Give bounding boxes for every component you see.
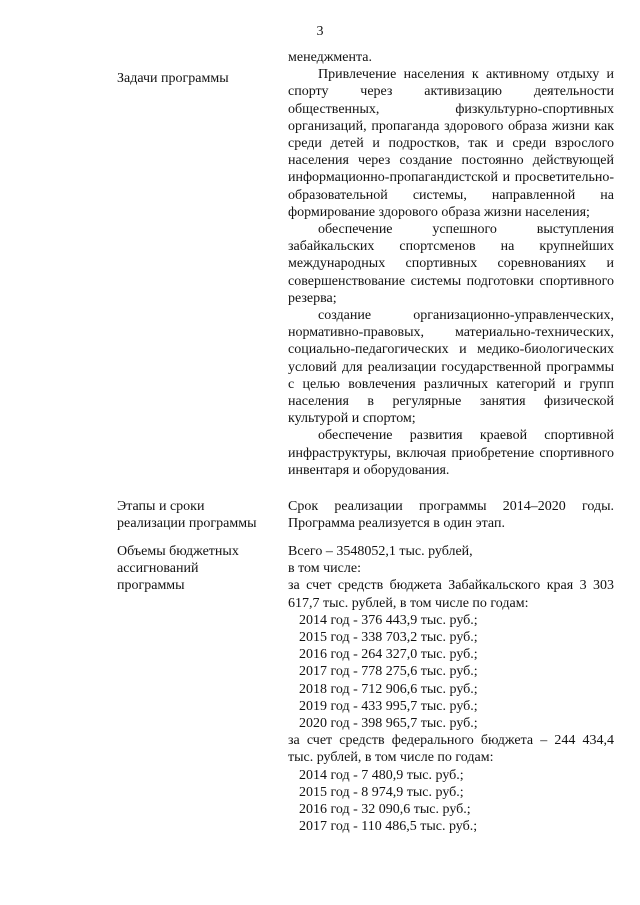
federal-year-2016: 2016 год - 32 090,6 тыс. руб.; [299, 802, 471, 818]
budget-regional-intro: за счет средств бюджета Забайкальского края 3 303 617,7 тыс. рублей, в том числе по годам: [288, 578, 614, 611]
regional-year-2015: 2015 год - 338 703,2 тыс. руб.; [299, 630, 478, 646]
tasks-label: Задачи программы [117, 71, 229, 86]
carry-over-text: менеджмента. [288, 50, 372, 65]
stages-text: Срок реализации программы 2014–2020 годы. Программа реализуется в один этап. [288, 499, 614, 532]
page-number: 3 [316, 24, 324, 39]
task-paragraph-2: обеспечение успешного выступления забайкальских спортсменов на крупнейших международных спортивных соревнованиях и совершенствование системы подготовки спортивного резерва; [288, 222, 614, 306]
stages-label: Этапы и сроки реализации программы [117, 499, 257, 531]
regional-year-2018: 2018 год - 712 906,6 тыс. руб.; [299, 681, 478, 697]
federal-year-2015: 2015 год - 8 974,9 тыс. руб.; [299, 784, 464, 800]
regional-year-2019: 2019 год - 433 995,7 тыс. руб.; [299, 698, 478, 714]
budget-including: в том числе: [288, 561, 361, 577]
task-paragraph-3: создание организационно-управленческих, нормативно-правовых, материально-технических, социально-педагогических и медико-биологических условий для реализации государственной программы с целью вовлечения различных категорий и групп населения в регулярные занятия физической культурой и спортом; [288, 308, 614, 427]
budget-content [288, 543, 614, 835]
stages-content [288, 498, 614, 532]
task-paragraph-1: Привлечение населения к активному отдыху и спорту через активизацию деятельности общественных, физкультурно-спортивных организаций, пропаганда здорового образа жизни как среди детей и подростков, так и среди взрослого населения через создание постоянно действующей информационно-пропагандистской и просветительно-образовательной системы, направленной на формирование здорового образа жизни населения; [288, 67, 614, 220]
regional-year-2014: 2014 год - 376 443,9 тыс. руб.; [299, 612, 478, 628]
federal-year-2017: 2017 год - 110 486,5 тыс. руб.; [299, 819, 478, 835]
regional-year-2016: 2016 год - 264 327,0 тыс. руб.; [299, 647, 478, 663]
tasks-content [288, 49, 614, 479]
federal-year-2014: 2014 год - 7 480,9 тыс. руб.; [299, 767, 464, 783]
budget-label: Объемы бюджетных ассигнований программы [117, 544, 239, 593]
budget-federal-intro: за счет средств федерального бюджета – 244 434,4 тыс. рублей, в том числе по годам: [288, 733, 614, 766]
regional-year-2017: 2017 год - 778 275,6 тыс. руб.; [299, 664, 478, 680]
task-paragraph-4: обеспечение развития краевой спортивной инфраструктуры, включая приобретение спортивного инвентаря и оборудования. [288, 428, 614, 478]
budget-total: Всего – 3548052,1 тыс. рублей, [288, 544, 473, 559]
regional-year-2020: 2020 год - 398 965,7 тыс. руб.; [299, 716, 478, 732]
